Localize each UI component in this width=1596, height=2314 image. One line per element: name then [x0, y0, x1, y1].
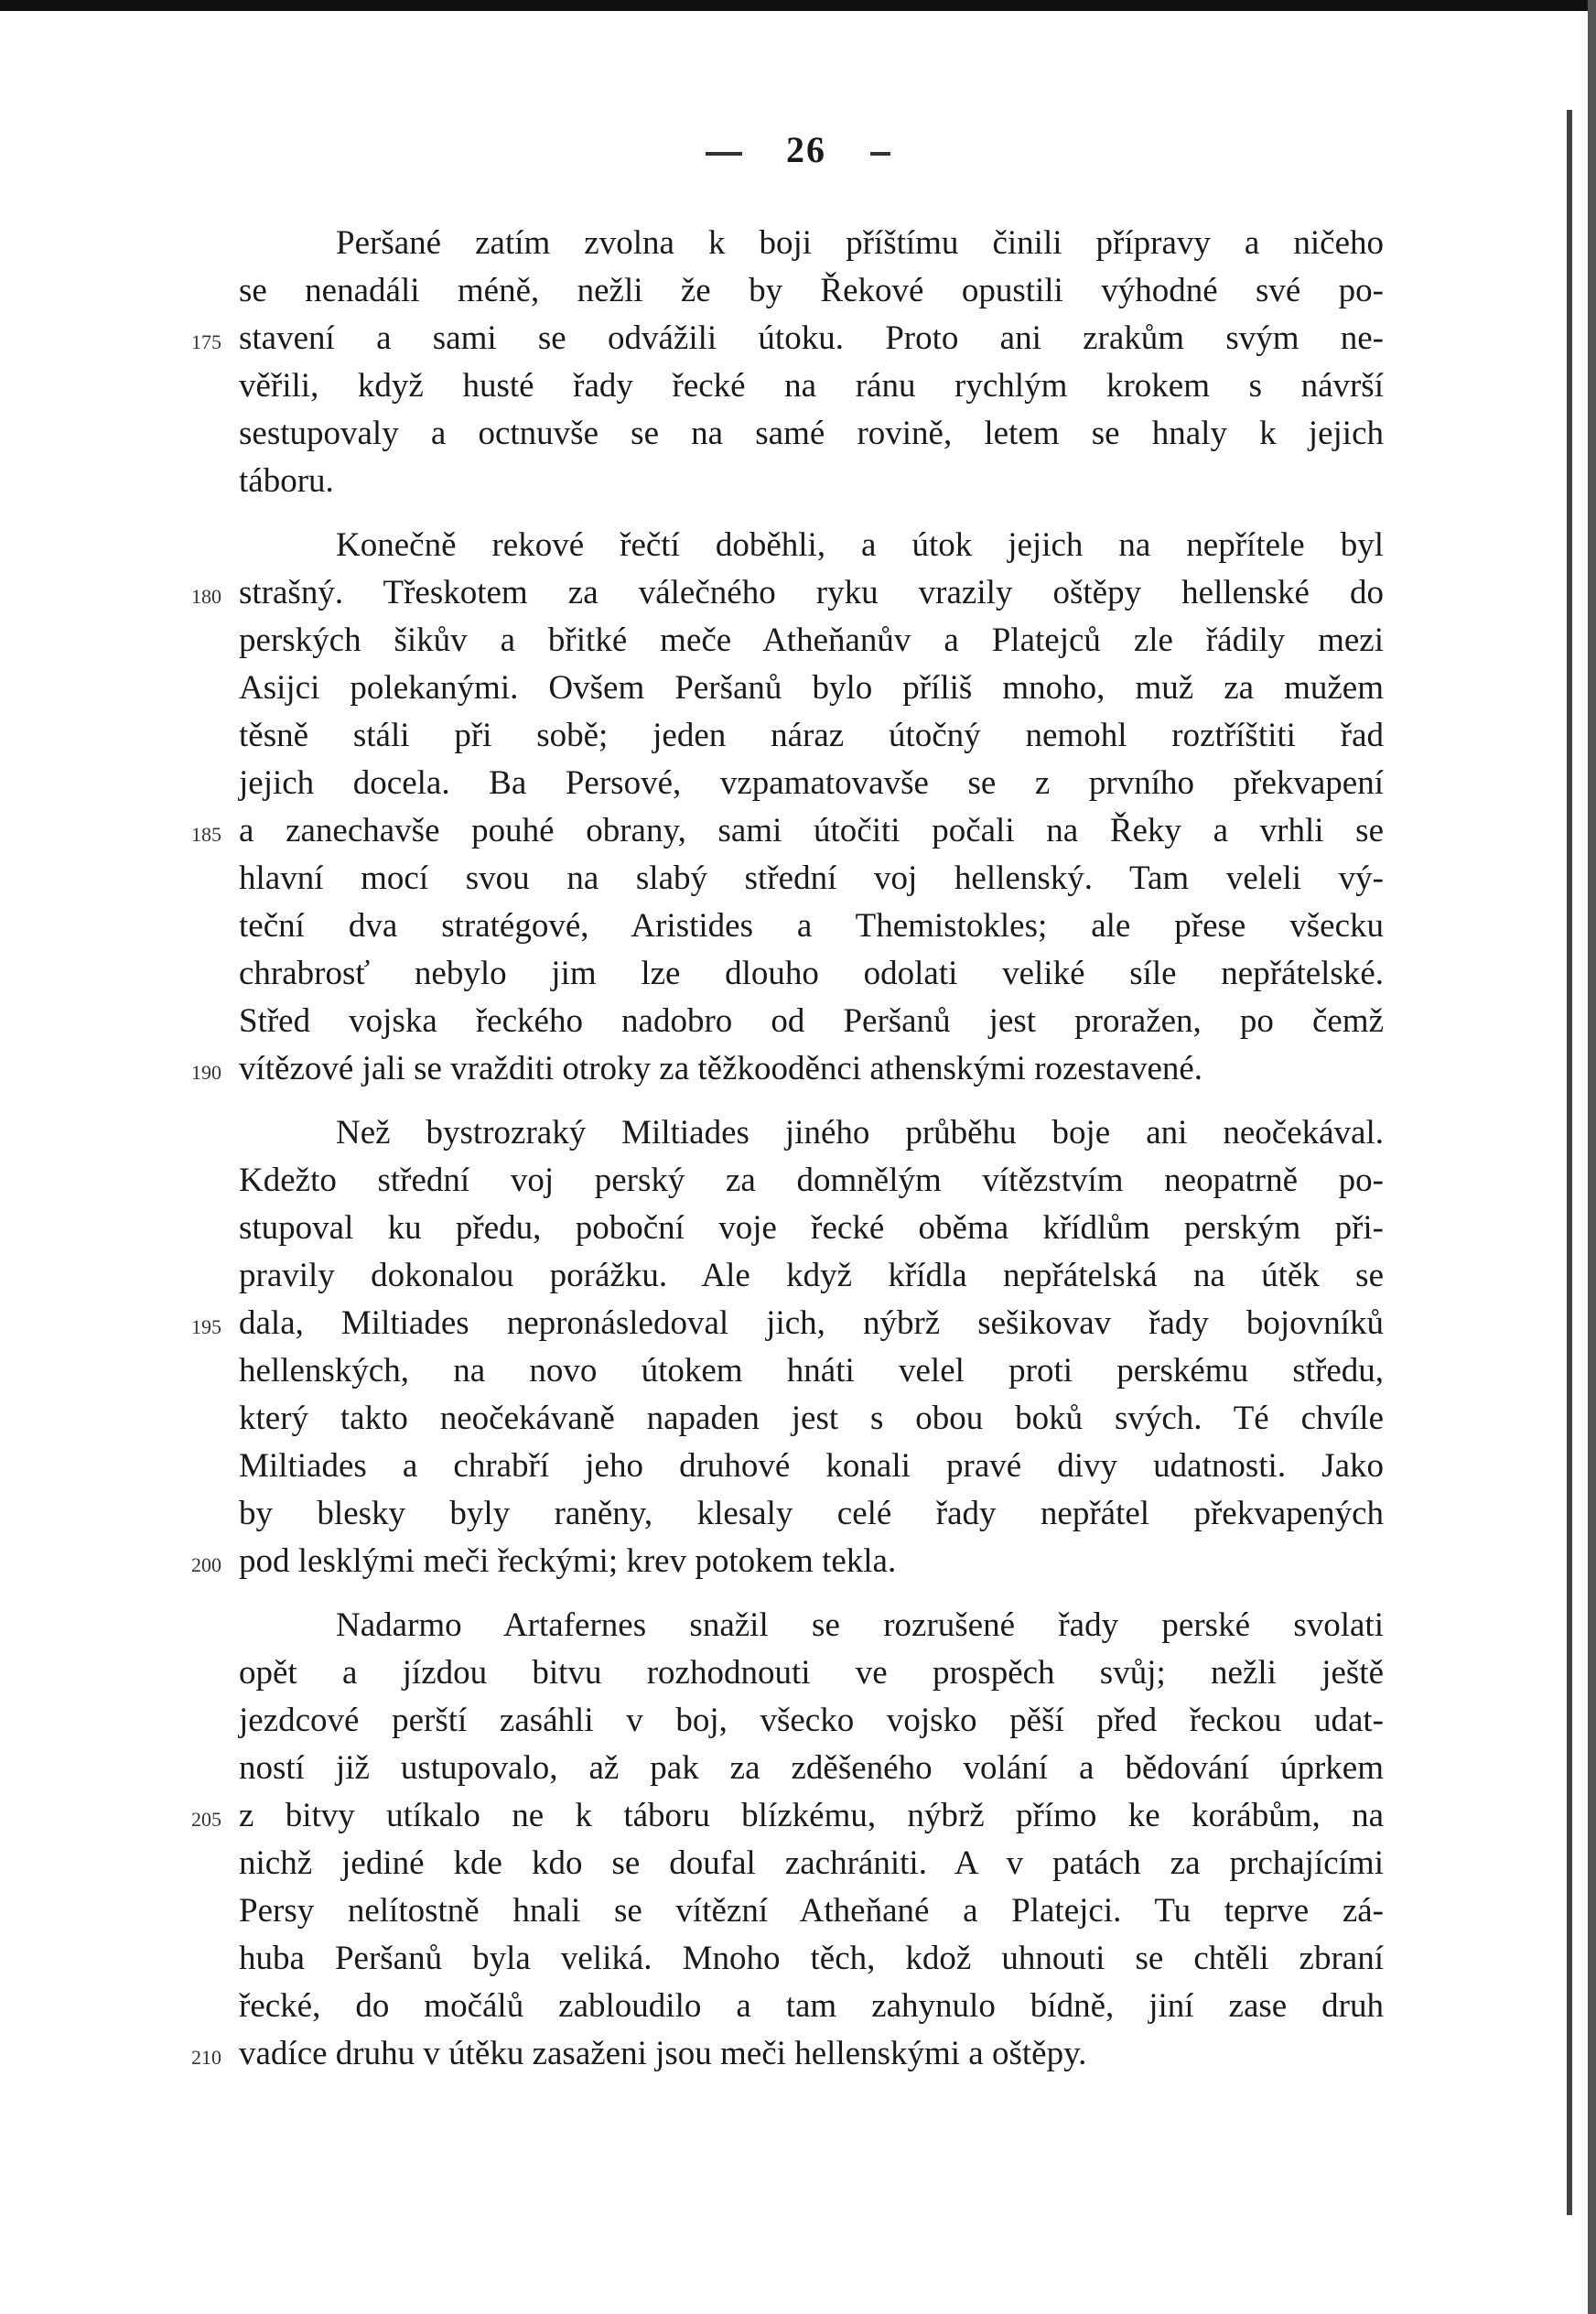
line-text: nichž jediné kde kdo se doufal zachrániti. A v patách za prchajícími [239, 1844, 1384, 1882]
line-text: pravily dokonalou porážku. Ale když křídla nepřátelská na útěk se [239, 1257, 1384, 1294]
text-line [191, 1300, 1384, 1347]
text-line [191, 569, 1384, 617]
scan-edge [1588, 0, 1596, 2314]
line-text: Střed vojska řeckého nadobro od Peršanů jest proražen, po čemž [239, 1002, 1384, 1040]
line-text: jezdcové perští zasáhli v boj, všecko vojsko pěší před řeckou udat- [239, 1702, 1384, 1739]
text-line [239, 362, 1384, 410]
line-number: 210 [191, 2046, 221, 2069]
text-line [239, 1252, 1384, 1300]
line-text: věřili, když husté řady řecké na ránu rychlým krokem s návrší [239, 367, 1384, 405]
line-text: vadíce druhu v útěku zasaženi jsou meči hellenskými a oštěpy. [239, 2035, 1087, 2072]
paragraph [191, 220, 1384, 505]
line-text: a zanechavše pouhé obrany, sami útočiti počali na Řeky a vrhli se [239, 812, 1384, 849]
paragraph [191, 1109, 1384, 1585]
line-text: Nadarmo Artafernes snažil se rozrušené řady perské svolati [336, 1606, 1384, 1644]
text-line [191, 1538, 1384, 1585]
line-text: Asijci polekanými. Ovšem Peršanů bylo příliš mnoho, muž za mužem [239, 669, 1384, 707]
text-line [239, 1745, 1384, 1792]
line-text: chrabrosť nebylo jim lze dlouho odolati veliké síle nepřátelské. [239, 955, 1384, 992]
line-number: 195 [191, 1315, 221, 1338]
dash-right [870, 152, 890, 156]
line-text: Persy nelítostně hnali se vítězní Atheňané a Platejci. Tu teprve zá- [239, 1892, 1384, 1930]
line-text: teční dva stratégové, Aristides a Themistokles; ale přese všecku [239, 907, 1384, 945]
line-number: 185 [191, 823, 221, 846]
text-line [239, 617, 1384, 665]
text-line [191, 2030, 1384, 2078]
scan-right-border [1567, 110, 1572, 2215]
page-number: 26 [786, 129, 826, 170]
line-number: 175 [191, 330, 221, 353]
line-number: 180 [191, 585, 221, 608]
text-line [239, 665, 1384, 712]
line-text: táboru. [239, 462, 334, 500]
text-line [191, 315, 1384, 362]
line-text: by blesky byly raněny, klesaly celé řady nepřátel překvapených [239, 1495, 1384, 1532]
line-text: Než bystrozraký Miltiades jiného průběhu boje ani neočekával. [336, 1114, 1384, 1152]
line-text: z bitvy utíkalo ne k táboru blízkému, nýbrž přímo ke korábům, na [239, 1797, 1384, 1834]
text-line [239, 998, 1384, 1045]
line-text: vítězové jali se vražditi otroky za těžkooděnci athenskými rozestavené. [239, 1050, 1203, 1087]
text-line [239, 1887, 1384, 1935]
text-line [191, 807, 1384, 855]
text-line [239, 1490, 1384, 1538]
line-text: hlavní mocí svou na slabý střední voj hellenský. Tam veleli vý- [239, 860, 1384, 897]
text-line [239, 760, 1384, 807]
text-line [191, 1045, 1384, 1093]
paragraph [191, 522, 1384, 1093]
text-line [239, 1649, 1384, 1697]
text-line [239, 458, 1384, 505]
line-text: opět a jízdou bitvu rozhodnouti ve prospěch svůj; nežli ještě [239, 1654, 1384, 1692]
body-text [191, 220, 1384, 2094]
line-text: dala, Miltiades nepronásledoval jich, nýbrž sešikovav řady bojovníků [239, 1304, 1384, 1342]
line-text: stavení a sami se odvážili útoku. Proto ani zrakům svým ne- [239, 319, 1384, 357]
line-text: perských šikův a břitké meče Atheňanův a Platejců zle řádily mezi [239, 622, 1384, 659]
paragraph [191, 1602, 1384, 2078]
line-text: stupoval ku předu, poboční voje řecké oběma křídlům perským při- [239, 1209, 1384, 1247]
line-text: hellenských, na novo útokem hnáti velel proti perskému středu, [239, 1352, 1384, 1389]
text-line [239, 855, 1384, 903]
text-line [239, 712, 1384, 760]
line-text: jejich docela. Ba Persové, vzpamatovavše se z prvního překvapení [239, 764, 1384, 802]
text-line [239, 1983, 1384, 2030]
text-line [239, 522, 1384, 569]
line-text: Kdežto střední voj perský za domnělým vítězstvím neopatrně po- [239, 1162, 1384, 1199]
text-line [239, 950, 1384, 998]
line-text: těsně stáli při sobě; jeden náraz útočný nemohl roztříštiti řad [239, 717, 1384, 754]
line-text: pod lesklými meči řeckými; krev potokem tekla. [239, 1542, 897, 1580]
text-line [239, 267, 1384, 315]
text-line [191, 1792, 1384, 1840]
text-line [239, 1935, 1384, 1983]
text-line [239, 903, 1384, 950]
text-line [239, 1347, 1384, 1395]
text-line [239, 1697, 1384, 1745]
line-text: huba Peršanů byla veliká. Mnoho těch, kdož uhnouti se chtěli zbraní [239, 1940, 1384, 1977]
line-text: strašný. Třeskotem za válečného ryku vrazily oštěpy hellenské do [239, 574, 1384, 611]
line-text: který takto neočekávaně napaden jest s obou boků svých. Té chvíle [239, 1400, 1384, 1437]
text-line [239, 410, 1384, 458]
page-header [0, 128, 1596, 171]
text-line [239, 220, 1384, 267]
text-line [239, 1157, 1384, 1205]
text-line [239, 1395, 1384, 1443]
line-text: se nenadáli méně, nežli že by Řekové opustili výhodné své po- [239, 272, 1384, 309]
line-text: Konečně rekové řečtí doběhli, a útok jejich na nepřítele byl [336, 526, 1384, 564]
line-number: 200 [191, 1553, 221, 1576]
scan-top-border [0, 0, 1596, 11]
text-line [239, 1205, 1384, 1252]
line-number: 190 [191, 1061, 221, 1084]
line-text: Peršané zatím zvolna k boji příštímu činili přípravy a ničeho [336, 224, 1384, 262]
dash-left [706, 152, 742, 156]
text-line [239, 1109, 1384, 1157]
line-text: sestupovaly a octnuvše se na samé rovině, letem se hnaly k jejich [239, 415, 1384, 452]
text-line [239, 1443, 1384, 1490]
line-text: ností již ustupovalo, až pak za zděšeného volání a bědování úprkem [239, 1749, 1384, 1787]
line-text: Miltiades a chrabří jeho druhové konali pravé divy udatnosti. Jako [239, 1447, 1384, 1485]
text-line [239, 1602, 1384, 1649]
text-line [239, 1840, 1384, 1887]
line-text: řecké, do močálů zabloudilo a tam zahynulo bídně, jiní zase druh [239, 1987, 1384, 2025]
line-number: 205 [191, 1808, 221, 1831]
